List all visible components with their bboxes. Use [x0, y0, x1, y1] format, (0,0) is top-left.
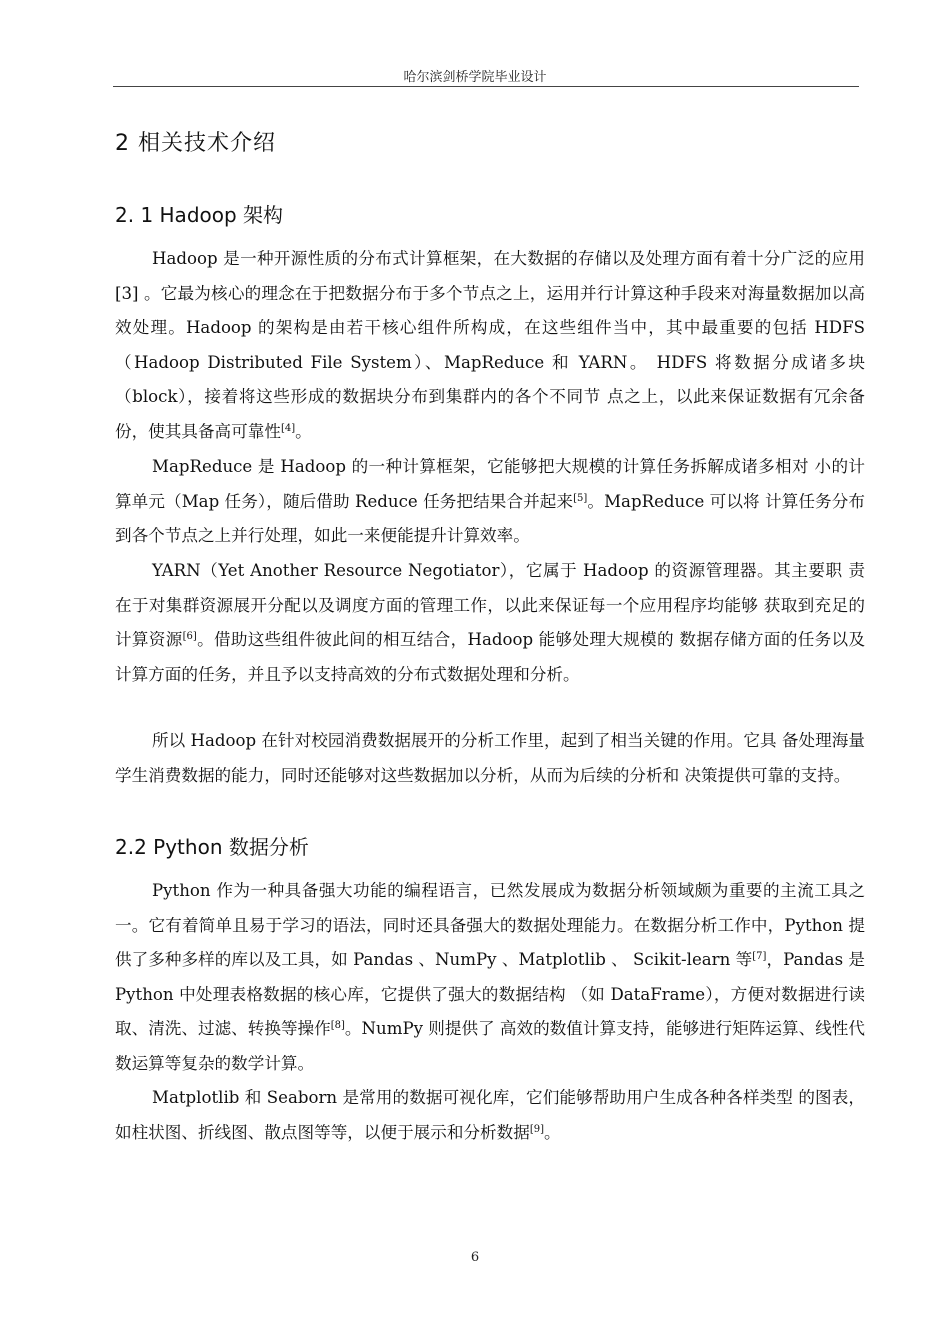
paragraph-text: Python 作为一种具备强大功能的编程语言，已然发展成为数据分析领域颇为重要的主流工具之一。它有着简单且易于学习的语法，同时还具备强大的数据处理能力。在数据分析工作中，Python 提供了多种多样的库以及工具，如 Pandas 、NumPy 、Matplotlib 、 Scikit-learn 等: [115, 881, 865, 969]
citation-ref: [9]: [529, 1123, 545, 1135]
citation-ref: [5]: [573, 492, 588, 504]
section-heading-hadoop: 2. 1 Hadoop 架构: [115, 203, 284, 227]
page-number: 6: [470, 1250, 480, 1265]
paragraph-text: 所以 Hadoop 在针对校园消费数据展开的分析工作里，起到了相当关键的作用。它具 备处理海量学生消费数据的能力，同时还能够对这些数据加以分析，从而为后续的分析和 决策提供可靠的支持。: [115, 731, 865, 785]
paragraph-mapreduce: [115, 450, 865, 554]
paragraph-text: 。: [544, 1122, 561, 1142]
paragraph-text: ，Pandas 是 Python 中处理表格数据的核心库，它提供了强大的数据结构 （如 DataFrame），方便对数据进行读取、清洗、过滤、转换等操作: [115, 950, 865, 1038]
paragraph-text: 。借助这些组件彼此间的相互结合，Hadoop 能够处理大规模的 数据存储方面的任务以及计算方面的任务，并且予以支持高效的分布式数据处理和分析。: [115, 630, 866, 684]
paragraph-python-intro: [115, 874, 865, 1081]
paragraph-text: MapReduce 是 Hadoop 的一种计算框架，它能够把大规模的计算任务拆解成诸多相对 小的计算单元（Map 任务），随后借助 Reduce 任务把结果合并起来: [115, 457, 865, 511]
page-header-title: 哈尔滨剑桥学院毕业设计: [403, 70, 547, 85]
paragraph-hadoop-intro: [115, 242, 865, 449]
paragraph-text: 。: [295, 421, 312, 441]
citation-ref: [7]: [752, 951, 767, 962]
citation-ref: [4]: [280, 422, 296, 434]
chapter-title: 2 相关技术介绍: [115, 131, 276, 156]
citation-ref: [8]: [330, 1020, 345, 1031]
paragraph-yarn: [115, 554, 865, 692]
paragraph-text: 。NumPy 则提供了 高效的数值计算支持，能够进行矩阵运算、线性代数运算等复杂的数学计算。: [115, 1019, 865, 1073]
paragraph-text: Matplotlib 和 Seaborn 是常用的数据可视化库，它们能够帮助用户生成各种各样类型 的图表，如柱状图、折线图、散点图等等，以便于展示和分析数据: [115, 1088, 865, 1142]
section-heading-python: 2.2 Python 数据分析: [115, 835, 309, 859]
paragraph-text: YARN（Yet Another Resource Negotiator），它属于 Hadoop 的资源管理器。其主要职 责在于对集群资源展开分配以及调度方面的管理工作，以此来保证每一个应用程序均能够 获取到充足的计算资源: [115, 561, 865, 649]
citation-ref: [6]: [182, 631, 197, 642]
paragraph-text: 。MapReduce 可以将 计算任务分布到各个节点之上并行处理，如此一来便能提升计算效率。: [115, 491, 865, 545]
header-divider: [113, 86, 859, 87]
paragraph-visualization: [115, 1081, 865, 1150]
paragraph-hadoop-summary: [115, 724, 865, 793]
paragraph-text: Hadoop 是一种开源性质的分布式计算框架，在大数据的存储以及处理方面有着十分广泛的应用[3] 。它最为核心的理念在于把数据分布于多个节点之上，运用并行计算这种手段来对海量数据加以高效处理。Hadoop 的架构是由若干核心组件所构成，在这些组件当中，其中最重要的包括 HDFS（Hadoop Distributed File System）、MapReduce 和 YARN。 HDFS 将数据分成诸多块（block），接着将这些形成的数据块分布到集群内的各个不同节 点之上，以此来保证数据有冗余备份，使其具备高可靠性: [115, 249, 865, 441]
